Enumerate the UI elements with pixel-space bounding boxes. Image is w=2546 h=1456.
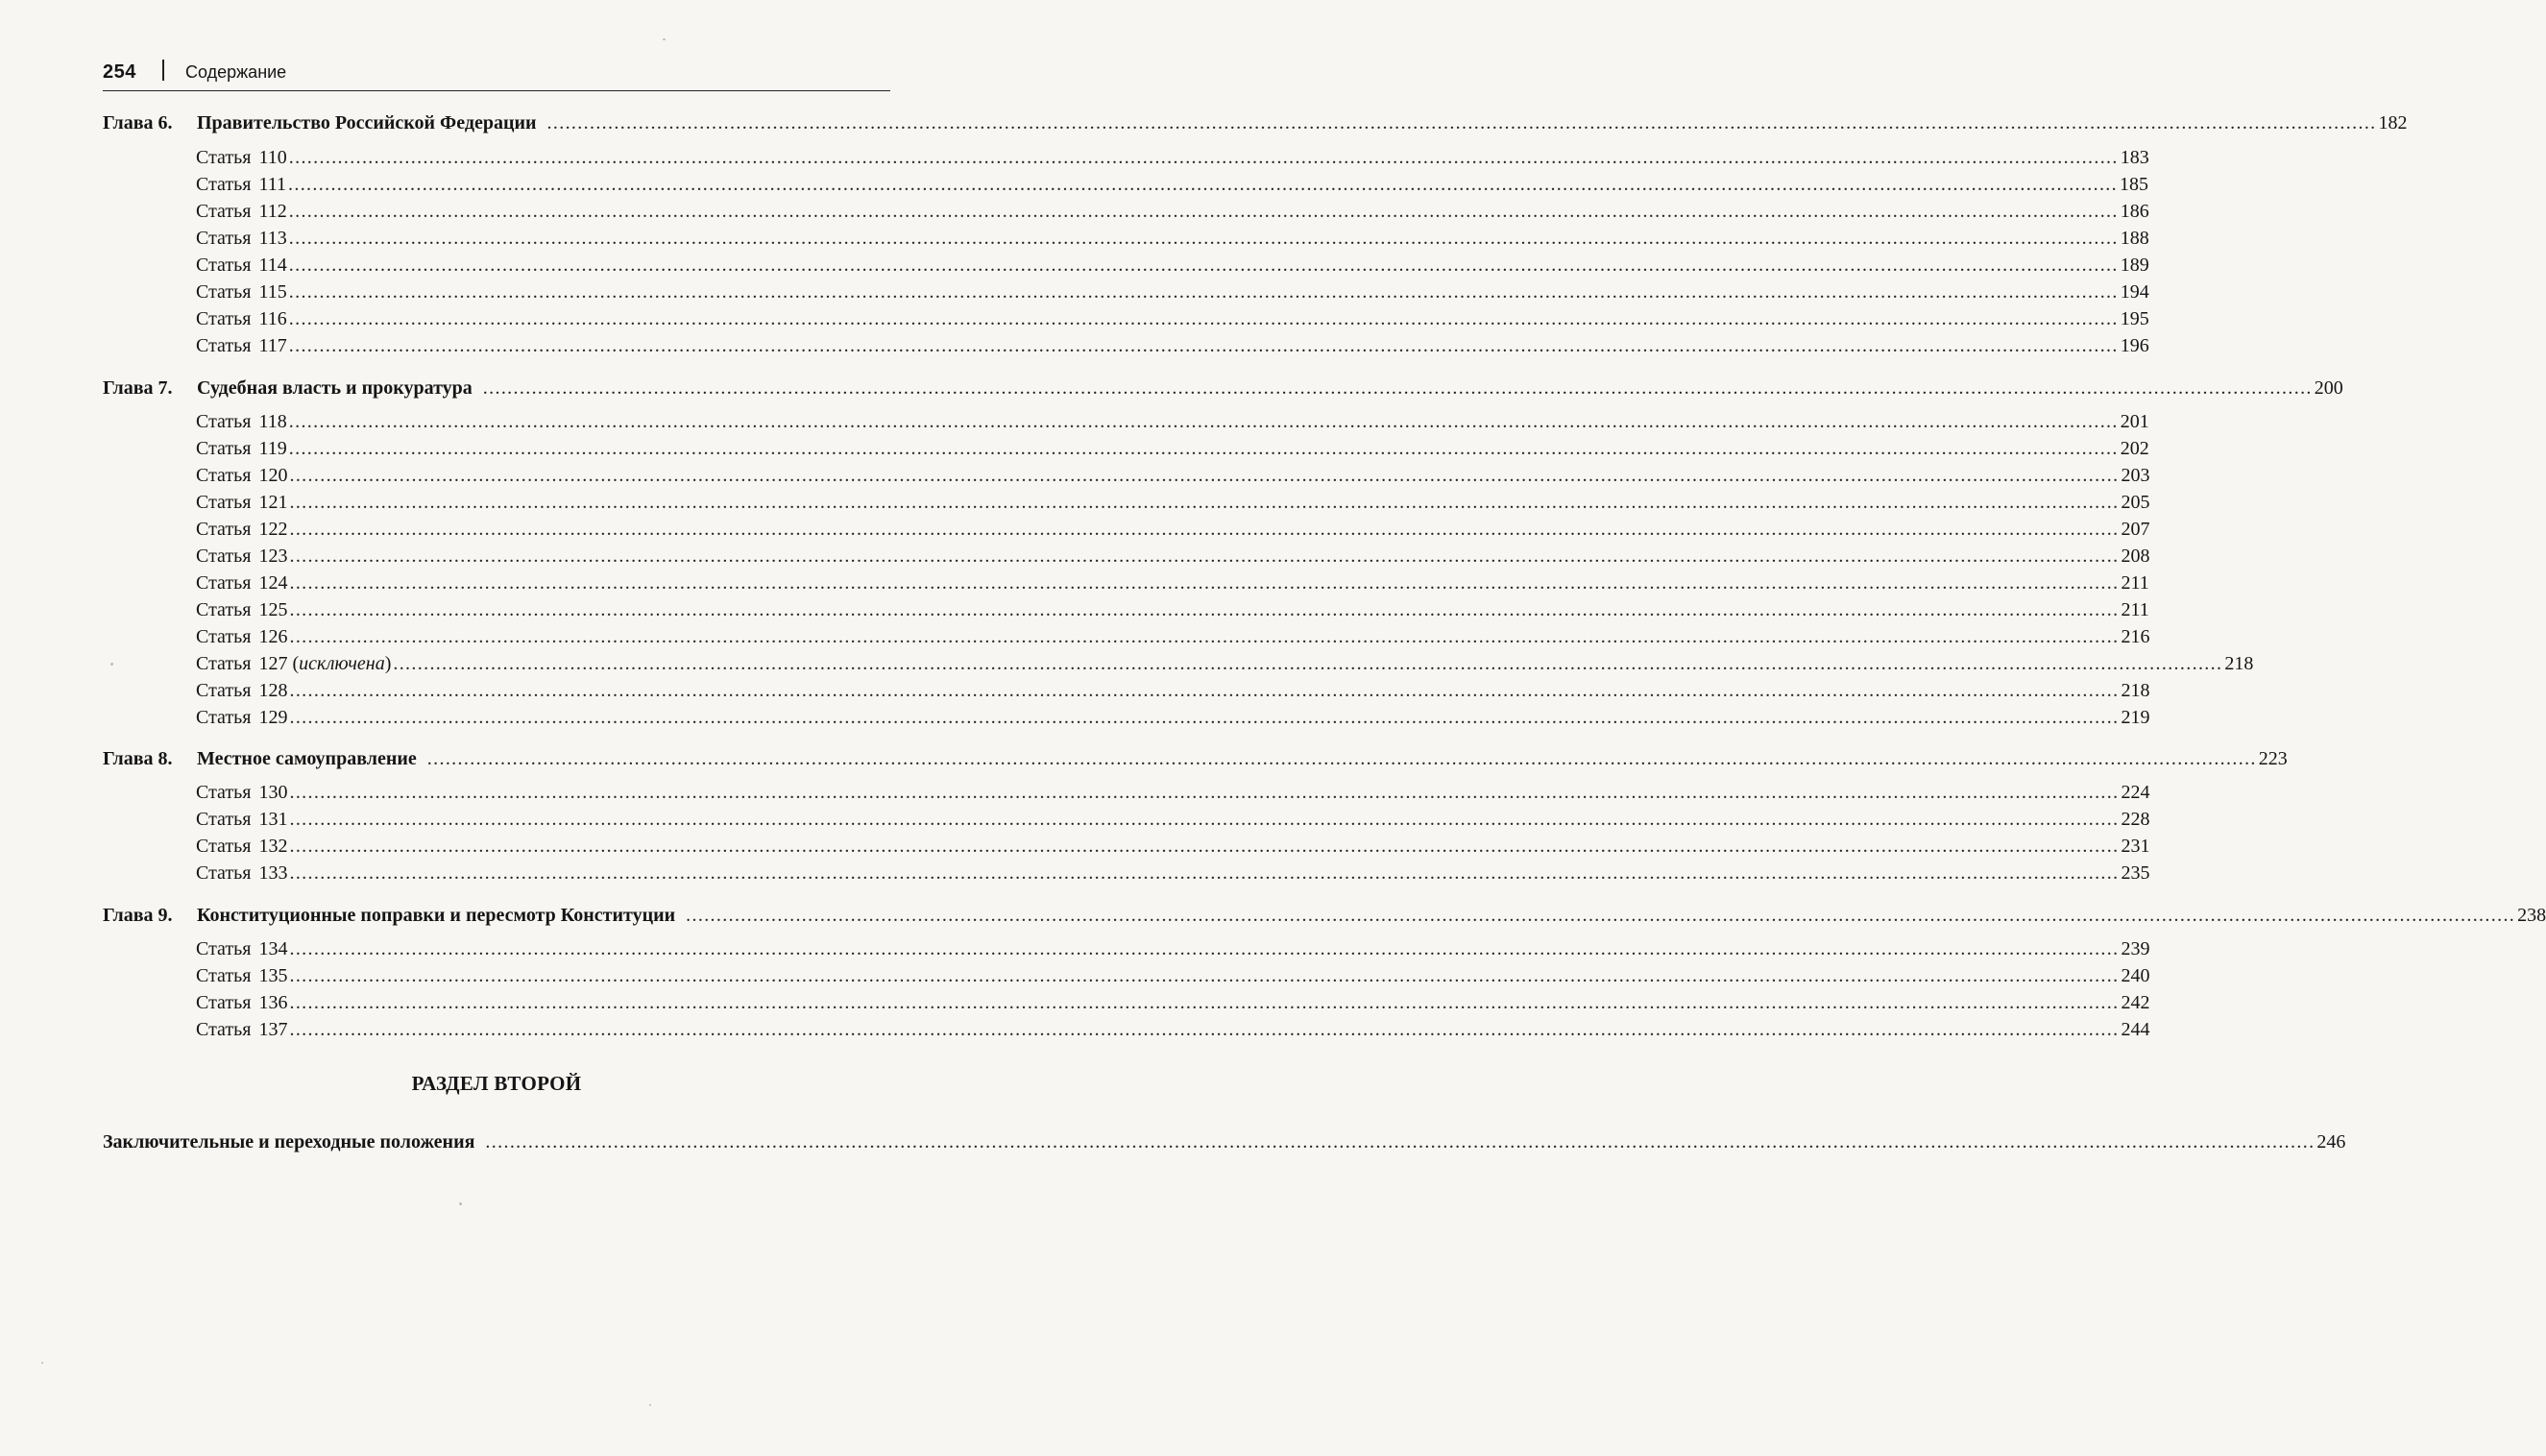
article-number: 117 — [258, 335, 287, 356]
article-number: 125 — [258, 599, 288, 620]
article-word: Статья — [196, 147, 252, 168]
dot-leader: ............................................................................................................................................................................................................................................................................................................ — [289, 965, 2120, 986]
toc-article-111[interactable] — [103, 171, 2148, 198]
article-word: Статья — [196, 965, 252, 986]
article-number: 121 — [258, 492, 288, 513]
article-page: 244 — [2121, 1019, 2150, 1040]
toc-article-110[interactable] — [103, 144, 2149, 171]
article-word: Статья — [196, 653, 252, 674]
article-word: Статья — [196, 438, 252, 459]
article-note: (исключена) — [292, 653, 392, 674]
dot-leader: ............................................................................................................................................................................................................................................................................................................ — [288, 308, 2119, 329]
toc-article-120[interactable] — [103, 462, 2150, 489]
toc-article-128[interactable] — [103, 677, 2150, 704]
dot-leader: ............................................................................................................................................................................................................................................................................................................ — [288, 228, 2119, 249]
chapter-title: Конституционные поправки и пересмотр Конституции — [197, 905, 676, 926]
article-number: 130 — [258, 782, 288, 803]
chapter-title: Судебная власть и прокуратура — [197, 377, 473, 399]
dot-leader: ............................................................................................................................................................................................................................................................................................................ — [288, 255, 2119, 276]
toc-article-131[interactable] — [103, 806, 2150, 833]
final-entry-page: 246 — [2316, 1131, 2346, 1153]
dot-leader: ............................................................................................................................................................................................................................................................................................................ — [289, 938, 2120, 959]
article-number: 110 — [258, 147, 287, 168]
article-page: 201 — [2120, 411, 2149, 432]
dot-leader: ............................................................................................................................................................................................................................................................................................................ — [289, 465, 2120, 486]
article-number: 131 — [258, 809, 288, 830]
dot-leader: ............................................................................................................................................................................................................................................................................................................ — [288, 411, 2119, 432]
toc-article-134[interactable] — [103, 935, 2150, 962]
article-page: 194 — [2120, 281, 2149, 303]
article-word: Статья — [196, 599, 252, 620]
article-word: Статья — [196, 782, 252, 803]
article-number: 122 — [258, 519, 288, 540]
scan-speck — [459, 1202, 462, 1205]
article-page: 211 — [2121, 599, 2149, 620]
article-number: 124 — [258, 572, 288, 594]
dot-leader: ............................................................................................................................................................................................................................................................................................................ — [289, 572, 2120, 594]
chapter-title: Правительство Российской Федерации — [197, 112, 537, 133]
article-number: 129 — [258, 707, 288, 728]
article-word: Статья — [196, 938, 252, 959]
article-number: 115 — [258, 281, 287, 303]
scan-speck — [663, 38, 666, 40]
toc-chapter-8[interactable] — [103, 745, 2288, 772]
article-word: Статья — [196, 465, 252, 486]
toc-article-122[interactable] — [103, 516, 2150, 543]
article-page: 207 — [2121, 519, 2150, 540]
article-word: Статья — [196, 281, 252, 303]
article-number: 111 — [258, 174, 286, 195]
dot-leader: ............................................................................................................................................................................................................................................................................................................ — [288, 281, 2119, 303]
article-page: 186 — [2120, 201, 2149, 222]
article-page: 185 — [2120, 174, 2148, 195]
dot-leader: ............................................................................................................................................................................................................................................................................................................ — [289, 992, 2120, 1013]
article-number: 123 — [258, 546, 288, 567]
dot-leader: ............................................................................................................................................................................................................................................................................................................ — [482, 377, 2313, 399]
article-page: 196 — [2120, 335, 2149, 356]
section-title: Содержание — [185, 62, 287, 82]
dot-leader: ............................................................................................................................................................................................................................................................................................................ — [288, 147, 2119, 168]
dot-leader: ............................................................................................................................................................................................................................................................................................................ — [288, 174, 2118, 195]
article-word: Статья — [196, 201, 252, 222]
dot-leader: ............................................................................................................................................................................................................................................................................................................ — [546, 112, 2377, 133]
chapter-label: Глава 7. — [103, 377, 173, 399]
article-page: 211 — [2121, 572, 2149, 594]
dot-leader: ............................................................................................................................................................................................................................................................................................................ — [289, 809, 2120, 830]
article-word: Статья — [196, 228, 252, 249]
article-page: 239 — [2121, 938, 2150, 959]
part-heading: РАЗДЕЛ ВТОРОЙ — [411, 1072, 582, 1095]
article-number: 132 — [258, 836, 288, 857]
article-word: Статья — [196, 862, 252, 884]
toc-article-132[interactable] — [103, 833, 2150, 860]
article-page: 224 — [2121, 782, 2150, 803]
article-word: Статья — [196, 492, 252, 513]
dot-leader: ............................................................................................................................................................................................................................................................................................................ — [426, 748, 2257, 769]
dot-leader: ............................................................................................................................................................................................................................................................................................................ — [686, 905, 2516, 926]
article-word: Статья — [196, 572, 252, 594]
dot-leader: ............................................................................................................................................................................................................................................................................................................ — [289, 626, 2120, 647]
dot-leader: ............................................................................................................................................................................................................................................................................................................ — [289, 519, 2120, 540]
toc-article-129[interactable] — [103, 704, 2150, 731]
toc-article-112[interactable] — [103, 198, 2149, 225]
dot-leader: ............................................................................................................................................................................................................................................................................................................ — [289, 546, 2120, 567]
toc-article-125[interactable] — [103, 596, 2149, 623]
article-number: 112 — [258, 201, 287, 222]
toc-article-124[interactable] — [103, 570, 2149, 596]
toc-article-117[interactable] — [103, 332, 2149, 359]
toc-article-130[interactable] — [103, 779, 2150, 806]
article-number: 114 — [258, 255, 287, 276]
toc-article-123[interactable] — [103, 543, 2150, 570]
dot-leader: ............................................................................................................................................................................................................................................................................................................ — [288, 201, 2119, 222]
toc-final-provisions[interactable] — [103, 1128, 2346, 1155]
toc-chapter-9[interactable] — [103, 902, 2546, 929]
running-header — [103, 58, 890, 91]
article-page: 218 — [2121, 680, 2150, 701]
article-page: 219 — [2121, 707, 2150, 728]
toc-chapter-7[interactable] — [103, 375, 2343, 401]
chapter-label: Глава 9. — [103, 905, 173, 926]
chapter-title: Местное самоуправление — [197, 748, 417, 769]
article-number: 119 — [258, 438, 287, 459]
article-number: 128 — [258, 680, 288, 701]
article-page: 203 — [2121, 465, 2150, 486]
dot-leader: ............................................................................................................................................................................................................................................................................................................ — [289, 782, 2120, 803]
chapter-page: 182 — [2378, 112, 2408, 133]
toc-article-116[interactable] — [103, 305, 2149, 332]
toc-chapter-6[interactable] — [103, 109, 2408, 136]
article-word: Статья — [196, 255, 252, 276]
dot-leader: ............................................................................................................................................................................................................................................................................................................ — [289, 1019, 2120, 1040]
article-word: Статья — [196, 809, 252, 830]
article-word: Статья — [196, 707, 252, 728]
article-page: 235 — [2121, 862, 2150, 884]
page-number: 254 — [103, 61, 136, 83]
article-page: 208 — [2121, 546, 2150, 567]
dot-leader: ............................................................................................................................................................................................................................................................................................................ — [289, 707, 2120, 728]
header-divider — [162, 60, 164, 81]
dot-leader: ............................................................................................................................................................................................................................................................................................................ — [289, 680, 2120, 701]
chapter-page: 200 — [2314, 377, 2343, 399]
article-page: 231 — [2121, 836, 2150, 857]
dot-leader: ............................................................................................................................................................................................................................................................................................................ — [289, 492, 2120, 513]
chapter-page: 238 — [2517, 905, 2546, 926]
dot-leader: ............................................................................................................................................................................................................................................................................................................ — [289, 862, 2120, 884]
scan-speck — [649, 1404, 651, 1406]
chapter-label: Глава 6. — [103, 112, 173, 133]
toc-article-136[interactable] — [103, 989, 2150, 1016]
article-word: Статья — [196, 836, 252, 857]
toc-article-137[interactable] — [103, 1016, 2150, 1043]
article-word: Статья — [196, 411, 252, 432]
article-word: Статья — [196, 546, 252, 567]
article-number: 133 — [258, 862, 288, 884]
excluded-note: исключена — [299, 653, 385, 674]
toc-article-135[interactable] — [103, 962, 2150, 989]
dot-leader: ............................................................................................................................................................................................................................................................................................................ — [393, 653, 2223, 674]
article-page: 195 — [2120, 308, 2149, 329]
article-number: 127 — [258, 653, 288, 674]
article-number: 134 — [258, 938, 288, 959]
article-page: 216 — [2121, 626, 2150, 647]
toc-article-127[interactable] — [103, 650, 2254, 677]
article-word: Статья — [196, 308, 252, 329]
final-entry-title: Заключительные и переходные положения — [103, 1131, 475, 1153]
article-number: 135 — [258, 965, 288, 986]
article-number: 120 — [258, 465, 288, 486]
toc-article-126[interactable] — [103, 623, 2150, 650]
article-number: 118 — [258, 411, 287, 432]
article-word: Статья — [196, 680, 252, 701]
article-page: 218 — [2224, 653, 2254, 674]
article-page: 242 — [2121, 992, 2150, 1013]
toc-article-113[interactable] — [103, 225, 2149, 252]
article-page: 202 — [2120, 438, 2149, 459]
article-word: Статья — [196, 174, 252, 195]
article-page: 228 — [2121, 809, 2150, 830]
article-page: 183 — [2120, 147, 2149, 168]
toc-article-119[interactable] — [103, 435, 2149, 462]
toc-article-115[interactable] — [103, 279, 2149, 305]
article-word: Статья — [196, 519, 252, 540]
article-number: 126 — [258, 626, 288, 647]
toc-article-133[interactable] — [103, 860, 2150, 886]
scan-speck — [110, 663, 113, 666]
article-number: 116 — [258, 308, 287, 329]
article-word: Статья — [196, 1019, 252, 1040]
article-word: Статья — [196, 992, 252, 1013]
chapter-page: 223 — [2258, 748, 2288, 769]
toc-article-121[interactable] — [103, 489, 2150, 516]
dot-leader: ............................................................................................................................................................................................................................................................................................................ — [288, 438, 2119, 459]
article-word: Статья — [196, 335, 252, 356]
article-word: Статья — [196, 626, 252, 647]
chapter-label: Глава 8. — [103, 748, 173, 769]
dot-leader: ............................................................................................................................................................................................................................................................................................................ — [289, 599, 2120, 620]
article-page: 205 — [2121, 492, 2150, 513]
article-page: 188 — [2120, 228, 2149, 249]
article-number: 113 — [258, 228, 287, 249]
dot-leader: ............................................................................................................................................................................................................................................................................................................ — [485, 1131, 2316, 1153]
dot-leader: ............................................................................................................................................................................................................................................................................................................ — [288, 335, 2119, 356]
toc-article-114[interactable] — [103, 252, 2149, 279]
scan-speck — [41, 1362, 43, 1364]
article-number: 136 — [258, 992, 288, 1013]
toc-article-118[interactable] — [103, 408, 2149, 435]
dot-leader: ............................................................................................................................................................................................................................................................................................................ — [289, 836, 2120, 857]
article-number: 137 — [258, 1019, 288, 1040]
article-page: 240 — [2121, 965, 2150, 986]
article-page: 189 — [2120, 255, 2149, 276]
